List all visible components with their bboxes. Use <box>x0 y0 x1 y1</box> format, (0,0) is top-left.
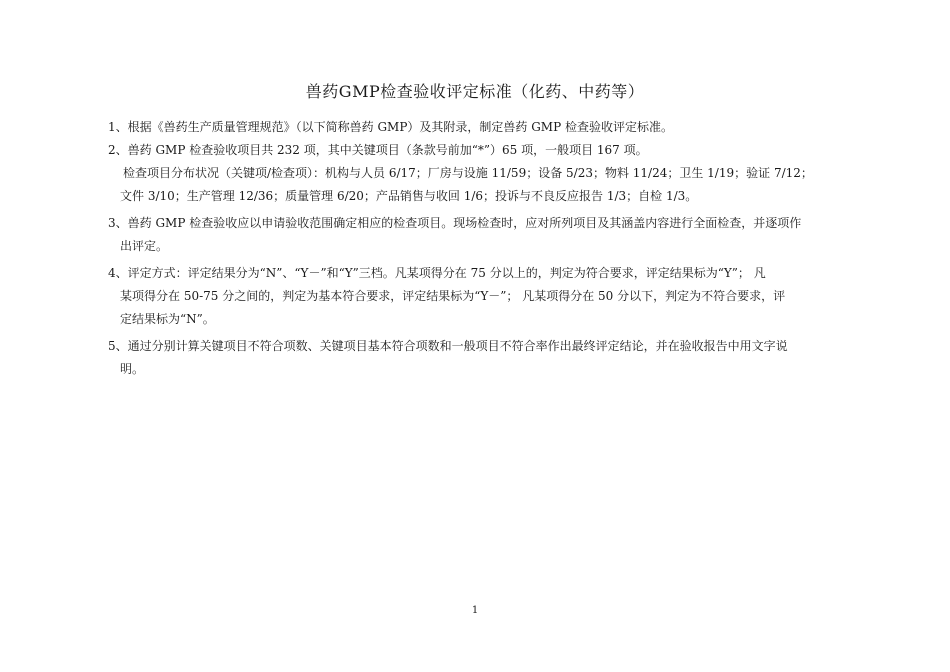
item-4-line-1: 4、评定方式：评定结果分为“N”、“Y－”和“Y”三档。凡某项得分在 75 分以上的，判定为符合要求，评定结果标为“Y”； 凡 <box>108 266 766 280</box>
item-5-line-2: 明。 <box>120 362 145 376</box>
distribution-line-1: 检查项目分布状况（关键项/检查项）：机构与人员 6/17；厂房与设施 11/59；设备 5/23；物料 11/24；卫生 1/19；验证 7/12； <box>123 166 813 180</box>
item-5 <box>108 335 873 381</box>
item-4-line-2: 某项得分在 50-75 分之间的，判定为基本符合要求，评定结果标为“Y－”； 凡某项得分在 50 分以下，判定为不符合要求，评 <box>120 289 786 303</box>
item-1-line-1: 1、根据《兽药生产质量管理规范》（以下简称兽药 GMP）及其附录，制定兽药 GMP 检查验收评定标准。 <box>108 120 673 134</box>
item-2 <box>108 139 873 162</box>
item-3-line-1: 3、兽药 GMP 检查验收应以申请验收范围确定相应的检查项目。现场检查时，应对所列项目及其涵盖内容进行全面检查，并逐项作 <box>108 216 802 230</box>
distribution-line-2: 文件 3/10；生产管理 12/36；质量管理 6/20；产品销售与收回 1/6；投诉与不良反应报告 1/3；自检 1/3。 <box>120 189 698 203</box>
item-3 <box>108 212 873 258</box>
item-5-line-1: 5、通过分别计算关键项目不符合项数、关键项目基本符合项数和一般项目不符合率作出最终评定结论，并在验收报告中用文字说 <box>108 339 788 353</box>
document-title: 兽药GMP检查验收评定标准（化药、中药等） <box>305 82 645 101</box>
page-number: 1 <box>471 605 479 616</box>
document-body <box>108 116 873 381</box>
item-2-distribution <box>108 162 873 208</box>
item-2-line-1: 2、兽药 GMP 检查验收项目共 232 项，其中关键项目（条款号前加“*”）65 项，一般项目 167 项。 <box>108 143 648 157</box>
item-4-line-3: 定结果标为“N”。 <box>120 312 215 326</box>
item-1 <box>108 116 873 139</box>
item-4 <box>108 262 873 331</box>
item-3-line-2: 出评定。 <box>120 239 169 253</box>
